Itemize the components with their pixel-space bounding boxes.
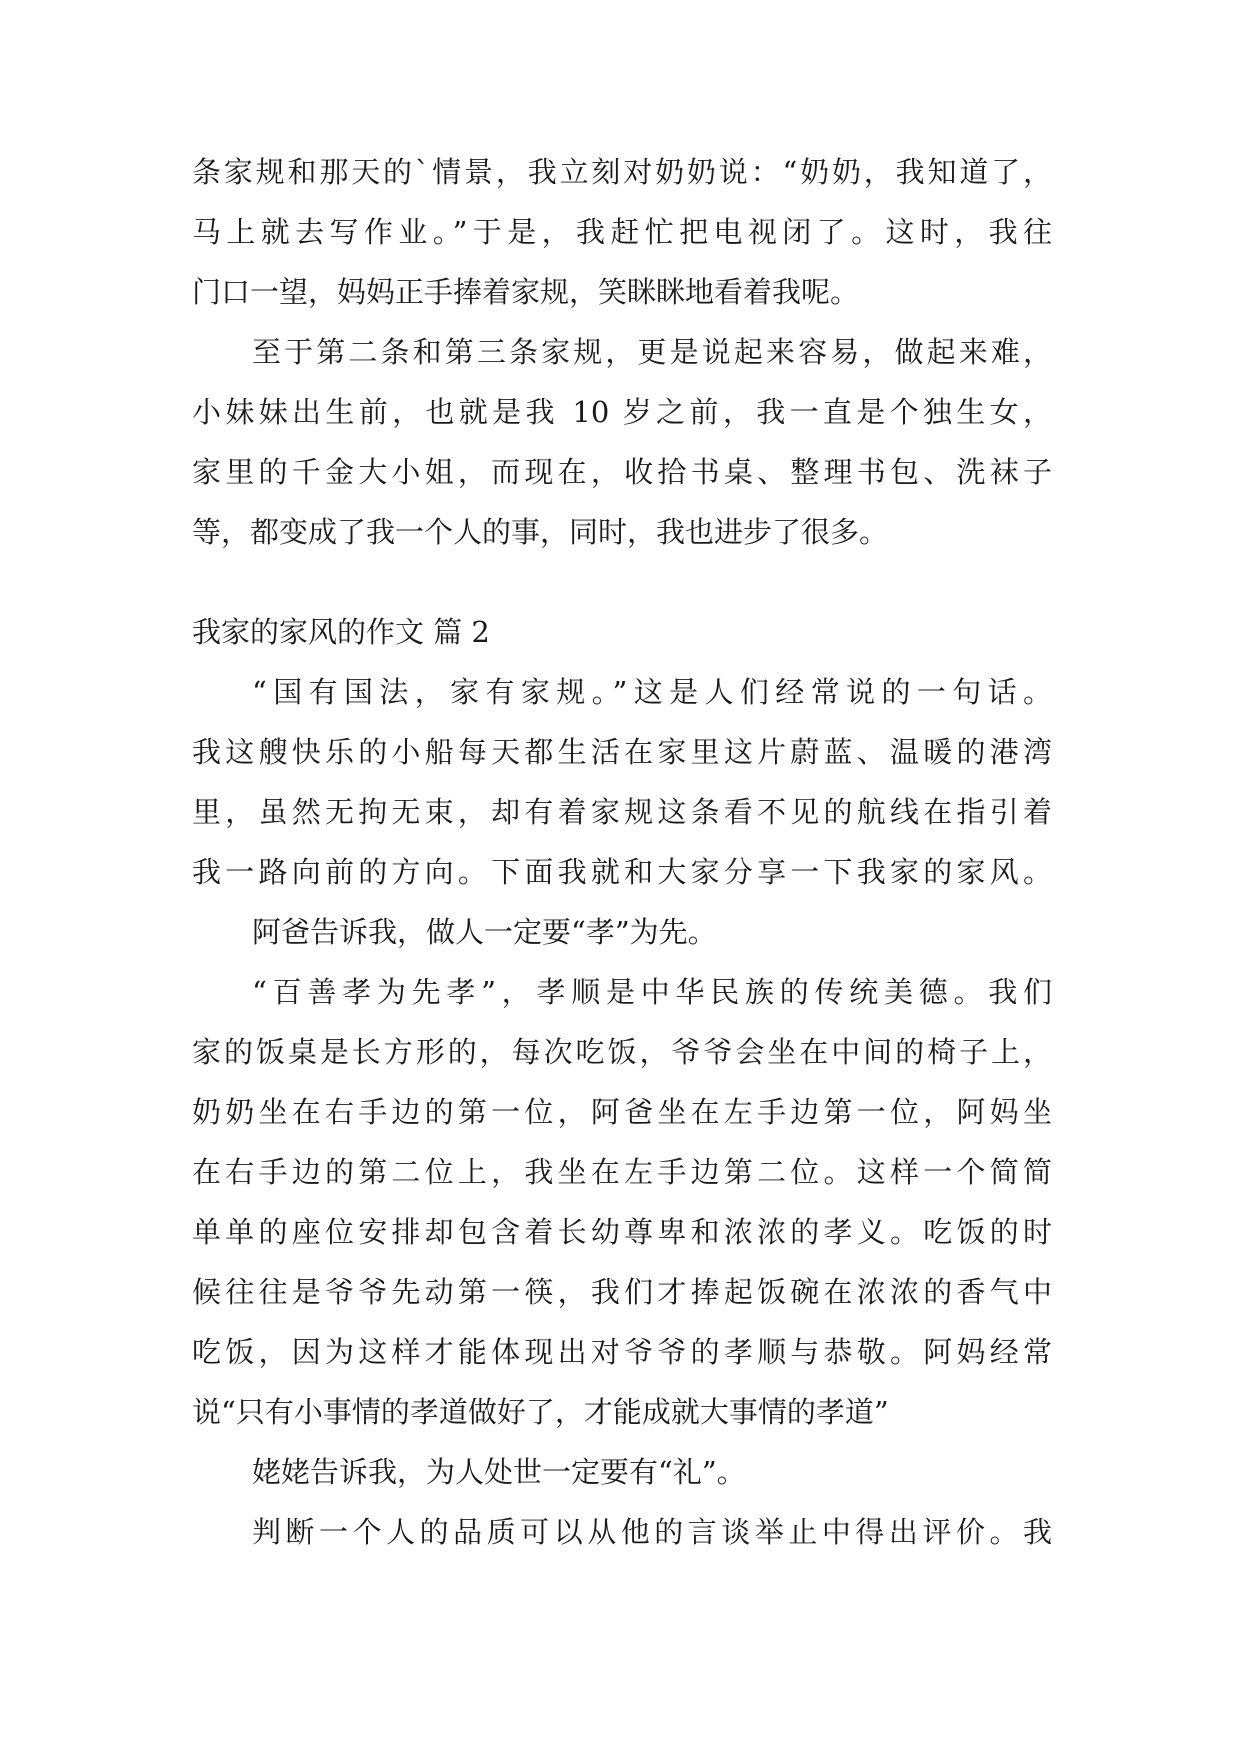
paragraph-line: 单单的座位安排却包含着长幼尊卑和浓浓的孝义。吃饭的时 — [192, 1215, 1052, 1249]
paragraph-line: 门口一望，妈妈正手捧着家规，笑眯眯地看着我呢。 — [192, 275, 860, 309]
paragraph-line: 马上就去写作业。”于是，我赶忙把电视闭了。这时，我往 — [192, 215, 1052, 249]
paragraph-line: 阿爸告诉我，做人一定要“孝”为先。 — [252, 915, 717, 949]
paragraph-line: “百善孝为先孝”，孝顺是中华民族的传统美德。我们 — [252, 975, 1052, 1009]
paragraph-line: 小妹妹出生前，也就是我 10 岁之前，我一直是个独生女， — [192, 395, 1052, 429]
paragraph-line: 条家规和那天的`情景，我立刻对奶奶说：“奶奶，我知道了， — [192, 155, 1052, 189]
paragraph-line: 姥姥告诉我，为人处世一定要有“礼”。 — [252, 1455, 746, 1489]
paragraph-line: 我一路向前的方向。下面我就和大家分享一下我家的家风。 — [192, 855, 1052, 889]
paragraph-line: 在右手边的第二位上，我坐在左手边第二位。这样一个简简 — [192, 1155, 1052, 1189]
paragraph-line: 奶奶坐在右手边的第一位，阿爸坐在左手边第一位，阿妈坐 — [192, 1095, 1052, 1129]
section-heading: 我家的家风的作文 篇 2 — [192, 615, 490, 649]
paragraph-line: 我这艘快乐的小船每天都生活在家里这片蔚蓝、温暖的港湾 — [192, 735, 1052, 769]
paragraph-line: 至于第二条和第三条家规，更是说起来容易，做起来难， — [252, 335, 1052, 369]
paragraph-line: 等，都变成了我一个人的事，同时，我也进步了很多。 — [192, 515, 889, 549]
paragraph-line: 家的饭桌是长方形的，每次吃饭，爷爷会坐在中间的椅子上， — [192, 1035, 1052, 1069]
paragraph-line: 里，虽然无拘无束，却有着家规这条看不见的航线在指引着 — [192, 795, 1052, 829]
paragraph-line: 说“只有小事情的孝道做好了，才能成就大事情的孝道” — [192, 1395, 889, 1429]
paragraph-line: 吃饭，因为这样才能体现出对爷爷的孝顺与恭敬。阿妈经常 — [192, 1335, 1052, 1369]
paragraph-line: 候往往是爷爷先动第一筷，我们才捧起饭碗在浓浓的香气中 — [192, 1275, 1052, 1309]
paragraph-line: 判断一个人的品质可以从他的言谈举止中得出评价。我 — [252, 1515, 1052, 1549]
paragraph-line: 家里的千金大小姐，而现在，收拾书桌、整理书包、洗袜子 — [192, 455, 1052, 489]
paragraph-line: “国有国法，家有家规。”这是人们经常说的一句话。 — [252, 675, 1052, 709]
